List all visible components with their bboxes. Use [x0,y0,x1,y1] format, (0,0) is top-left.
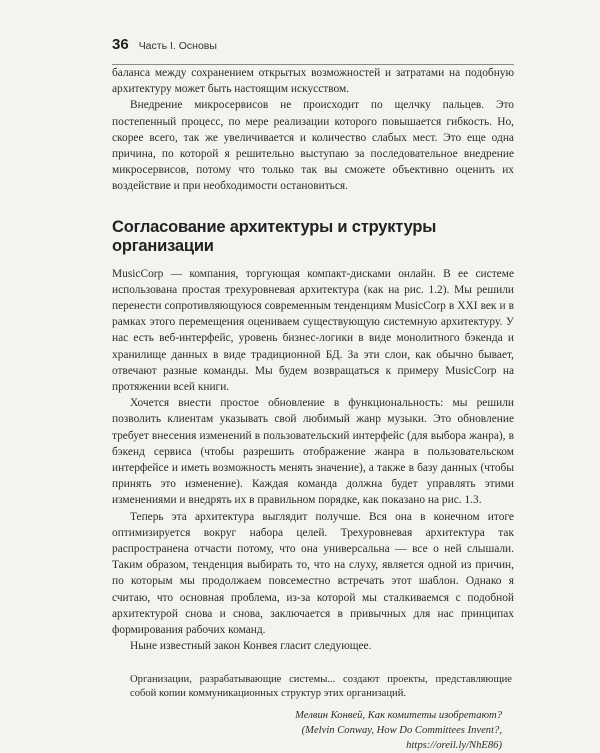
paragraph: Теперь эта архитектура выглядит получше. Вся она в конечном итоге оптимизируется вокруг набора целей. Трехуровневая архитектура так распространена отчасти потому, что она универсальна — все о ней слышали. Таким образом, тенденция выбирать то, что на слуху, является одной из причин, по которым мы продолжаем повсеместно встречать этот шаблон. Однако я считаю, что основная проблема, из-за которой мы сталкиваемся с подобной архитектурой снова и снова, заключается в привычных для нас принципах формирования рабочих команд. [112,510,514,637]
section-title: Согласование архитектуры и структуры организации [112,217,437,255]
paragraph: Внедрение микросервисов не происходит по щелчку пальцев. Это постепенный процесс, по мере реализации которого повышается гибкость. Но, скорее всего, так же увеличивается и количество слабых мест. Это еще одна причина, по которой я решительно выступаю за последовательное внедрение микросервисов, потому что только так вы сможете объективно оценить их воздействие и при необходимости остановиться. [112,99,514,193]
page-number: 36 [112,36,129,53]
paragraph: MusicCorp — компания, торгующая компакт-дисками онлайн. В ее системе использована простая трехуровневая архитектура (как на рис. 1.2). Мы решили перенести сопротивляющуюся современным тенденциям MusicCorp в XXI век и в рамках этого перемещения оцениваем существующую системную архитектуру. У нас есть веб-интерфейс, уровень бизнес-логики в виде монолитного бэкенда и хранилище данных в виде традиционной БД. За эти слои, как обычно бывает, отвечают разные команды. Мы будем возвращаться к примеру MusicCorp на протяжении всей книги. [112,267,514,394]
blockquote [130,673,512,753]
attribution-line: (Melvin Conway, How Do Committees Invent?, [301,724,502,736]
paragraph: Ныне известный закон Конвея гласит следующее. [130,640,372,653]
attribution-link: https://oreil.ly/NhE86) [406,739,502,751]
page-header [112,36,514,62]
book-page [112,36,514,753]
paragraph-continuation: баланса между сохранением открытых возможностей и затратами на подобную архитектуру может быть настоящим искусством. [112,67,514,96]
quote-attribution [130,708,512,753]
paragraph: Хочется внести простое обновление в функциональность: мы решили позволить клиентам указывать свой любимый жанр музыки. Это обновление требует внесения изменений в пользовательский интерфейс (для выбора жанра), в бэкенд сервиса (чтобы разрешить отображение жанра в пользовательском интерфейсе и иметь возможность менять значение), а также в базу данных (чтобы принять это изменение). Каждая команда должна будет управлять этими изменениями и внедрять их в правильном порядке, как показано на рис. 1.3. [112,397,514,507]
quote-text: Организации, разрабатывающие системы... создают проекты, представляющие собой копии коммуникационных структур этих организаций. [130,673,512,699]
running-head: Часть I. Основы [138,40,217,52]
attribution-line: Мелвин Конвей, Как комитеты изобретают? [295,709,502,721]
